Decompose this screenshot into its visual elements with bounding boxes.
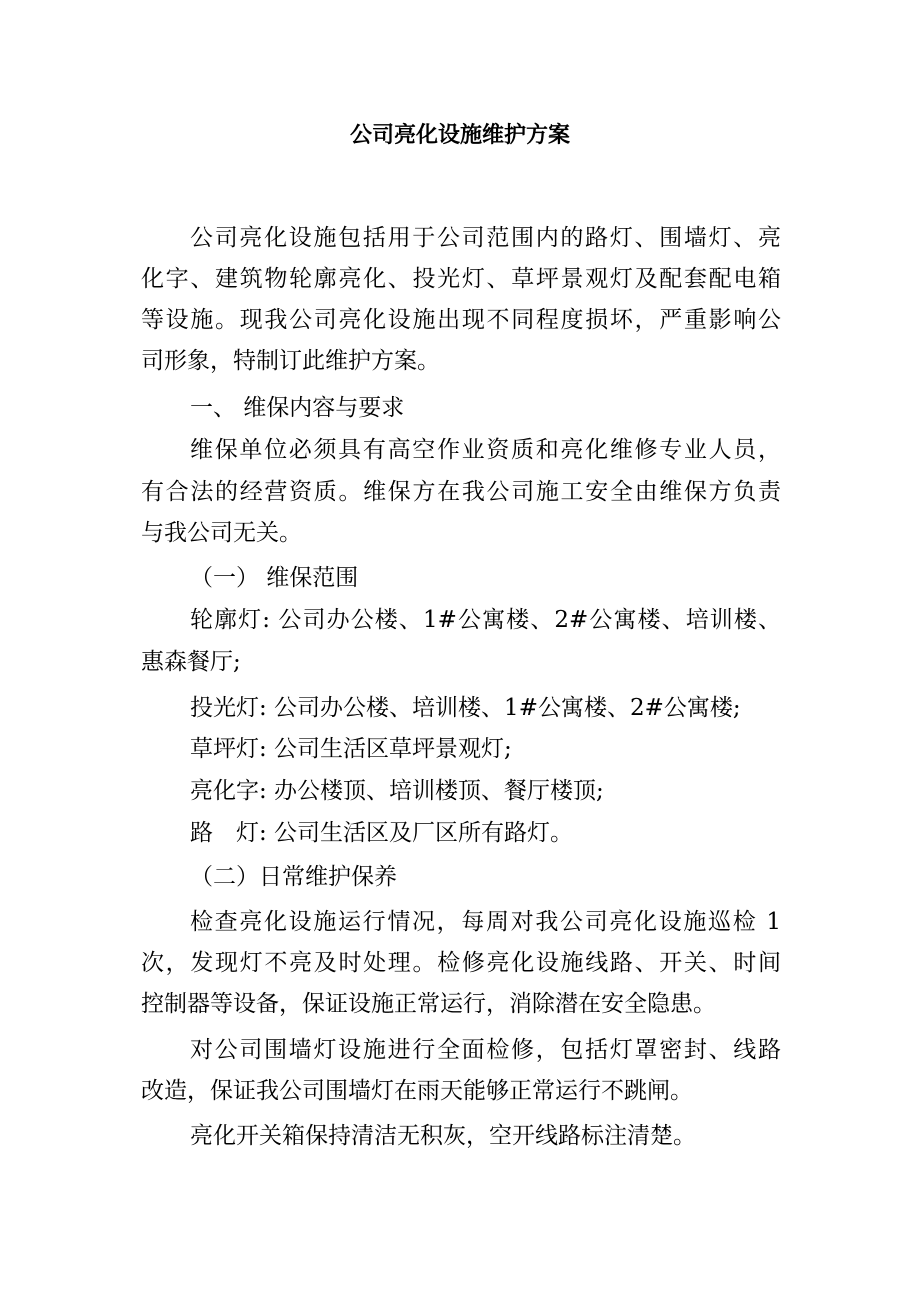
body-line: 轮廓灯: 公司办公楼、1#公寓楼、2#公寓楼、培训楼、 [190,607,781,633]
body-line: 亮化字: 办公楼顶、培训楼顶、餐厅楼顶; [190,778,604,804]
body-line: 有合法的经营资质。维保方在我公司施工安全由维保方负责 [141,479,781,505]
document-title: 公司亮化设施维护方案 [349,122,570,148]
body-line: 检查亮化设施运行情况，每周对我公司亮化设施巡检 1 [190,909,781,935]
body-line: 对公司围墙灯设施进行全面检修，包括灯罩密封、线路 [190,1037,781,1063]
body-line: 司形象，特制订此维护方案。 [141,348,440,374]
body-line: 亮化开关箱保持清洁无积灰，空开线路标注清楚。 [190,1123,696,1149]
body-line: 草坪灯: 公司生活区草坪景观灯; [190,736,512,762]
body-line: 投光灯: 公司办公楼、培训楼、1#公寓楼、2#公寓楼; [190,695,741,721]
body-line: 次，发现灯不亮及时处理。检修亮化设施线路、开关、时间 [141,950,781,976]
section-heading: 一、 维保内容与要求 [190,395,405,421]
body-line: 化字、建筑物轮廓亮化、投光灯、草坪景观灯及配套配电箱 [141,266,781,292]
subsection-heading: （二）日常维护保养 [190,864,397,890]
body-line: 等设施。现我公司亮化设施出现不同程度损坏，严重影响公 [141,307,781,333]
body-line: 改造，保证我公司围墙灯在雨天能够正常运行不跳闸。 [141,1078,693,1104]
body-line: 与我公司无关。 [141,520,302,546]
subsection-heading: （一） 维保范围 [190,565,359,591]
body-line: 路 灯: 公司生活区及厂区所有路灯。 [190,820,574,846]
body-line: 惠森餐厅; [141,649,241,675]
body-line: 维保单位必须具有高空作业资质和亮化维修专业人员， [190,437,781,463]
body-line: 公司亮化设施包括用于公司范围内的路灯、围墙灯、亮 [190,225,781,251]
body-line: 控制器等设备，保证设施正常运行，消除潜在安全隐患。 [141,991,716,1017]
